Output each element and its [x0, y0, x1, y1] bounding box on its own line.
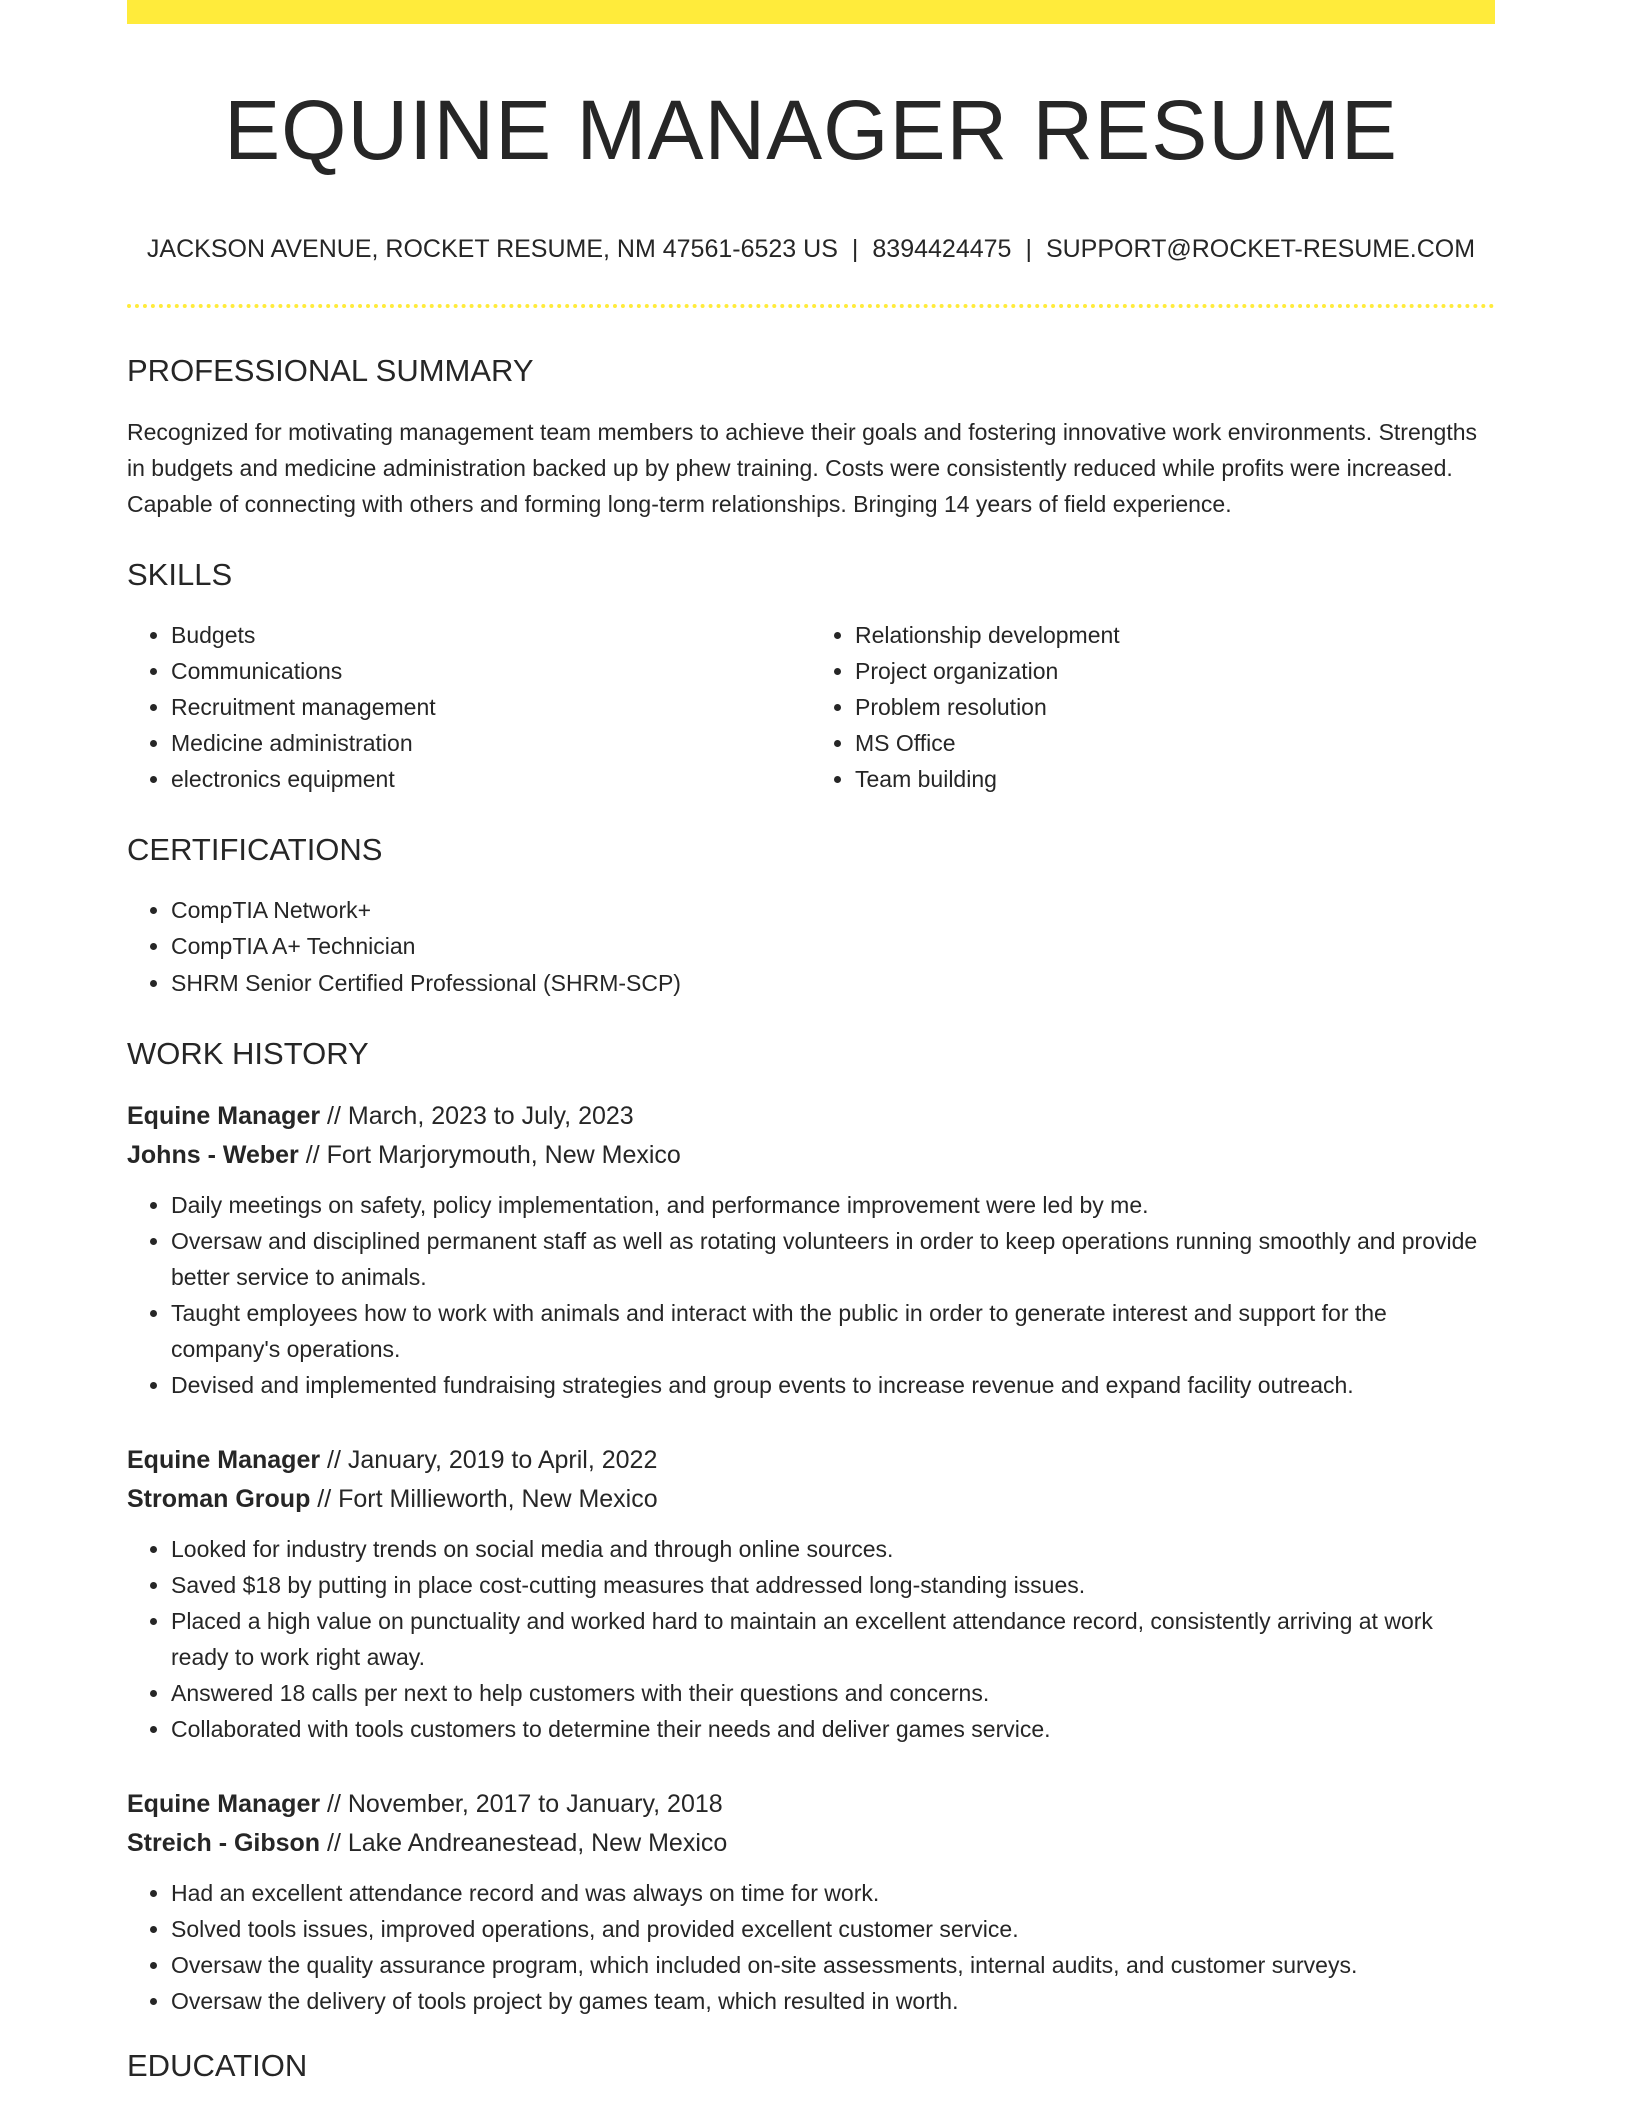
job-bullet: • Oversaw and disciplined permanent staff as well as rotating volunteers in order to keep operations running smoothly and provide better service to animals. — [171, 1223, 1495, 1295]
contact-line — [127, 234, 1495, 264]
job-company-line — [127, 1136, 1495, 1175]
certifications-heading: CERTIFICATIONS — [127, 831, 383, 867]
job-title: Equine Manager — [127, 1789, 321, 1818]
job-bullet: • Oversaw the quality assurance program, which included on-site assessments, internal audits, and customer surveys. — [171, 1947, 1495, 1983]
certifications-list — [127, 892, 1495, 1002]
job-dates: // November, 2017 to January, 2018 — [320, 1789, 723, 1818]
job-entry — [127, 1785, 1495, 2019]
resume-page — [127, 0, 1495, 2084]
skill-item: • Budgets — [171, 617, 811, 653]
job-bullet: • Taught employees how to work with animals and interact with the public in order to generate interest and support for the company's operations. — [171, 1295, 1495, 1367]
resume-title: EQUINE MANAGER RESUME — [224, 83, 1398, 177]
summary-heading: PROFESSIONAL SUMMARY — [127, 353, 534, 389]
job-bullet: • Daily meetings on safety, policy implementation, and performance improvement were led by me. — [171, 1187, 1495, 1223]
contact-phone: 8394424475 — [872, 235, 1012, 264]
job-bullet: • Saved $18 by putting in place cost-cutting measures that addressed long-standing issues. — [171, 1567, 1495, 1603]
certification-item: • SHRM Senior Certified Professional (SHRM-SCP) — [171, 965, 1495, 1002]
accent-top-bar — [127, 0, 1495, 24]
skill-item: • Project organization — [855, 653, 1495, 689]
job-company-line — [127, 1480, 1495, 1519]
job-location: // Fort Millieworth, New Mexico — [310, 1484, 658, 1513]
job-bullets — [127, 1187, 1495, 1403]
job-bullet: • Devised and implemented fundraising strategies and group events to increase revenue and expand facility outreach. — [171, 1367, 1495, 1403]
job-bullet: • Looked for industry trends on social media and through online sources. — [171, 1531, 1495, 1567]
skills-list-right — [811, 617, 1495, 797]
education-heading: EDUCATION — [127, 2047, 308, 2083]
skill-item: • Problem resolution — [855, 689, 1495, 725]
job-title-line — [127, 1097, 1495, 1136]
job-bullet: • Oversaw the delivery of tools project by games team, which resulted in worth. — [171, 1983, 1495, 2019]
skill-item: • Medicine administration — [171, 725, 811, 761]
skills-heading: SKILLS — [127, 556, 233, 592]
job-company: Johns - Weber — [127, 1140, 299, 1169]
contact-address: JACKSON AVENUE, ROCKET RESUME, NM 47561-6523 US — [146, 235, 838, 264]
skill-item: • MS Office — [855, 725, 1495, 761]
job-location: // Fort Marjorymouth, New Mexico — [298, 1140, 681, 1169]
job-title: Equine Manager — [127, 1101, 321, 1130]
job-title-line — [127, 1441, 1495, 1480]
work-history-heading: WORK HISTORY — [127, 1036, 369, 1072]
skills-list-left — [127, 617, 811, 797]
job-bullets — [127, 1531, 1495, 1747]
certification-item: • CompTIA A+ Technician — [171, 928, 1495, 965]
certification-item: • CompTIA Network+ — [171, 892, 1495, 929]
job-dates: // March, 2023 to July, 2023 — [320, 1101, 634, 1130]
job-entry — [127, 1441, 1495, 1747]
contact-separator: | — [851, 235, 859, 264]
job-title-line — [127, 1785, 1495, 1824]
contact-separator: | — [1025, 235, 1032, 264]
skill-item: • Relationship development — [855, 617, 1495, 653]
job-location: // Lake Andreanestead, New Mexico — [320, 1828, 728, 1857]
job-company: Stroman Group — [127, 1484, 311, 1513]
job-bullet: • Answered 18 calls per next to help customers with their questions and concerns. — [171, 1675, 1495, 1711]
job-bullet: • Had an excellent attendance record and was always on time for work. — [171, 1875, 1495, 1911]
job-company: Streich - Gibson — [127, 1828, 321, 1857]
dotted-divider — [127, 304, 1495, 308]
contact-email: SUPPORT@ROCKET-RESUME.COM — [1045, 235, 1476, 264]
job-dates: // January, 2019 to April, 2022 — [320, 1445, 658, 1474]
skills-columns — [127, 617, 1495, 797]
job-company-line — [127, 1824, 1495, 1863]
job-bullet: • Solved tools issues, improved operations, and provided excellent customer service. — [171, 1911, 1495, 1947]
job-bullet: • Collaborated with tools customers to determine their needs and deliver games service. — [171, 1711, 1495, 1747]
job-entry — [127, 1097, 1495, 1403]
summary-text: Recognized for motivating management team members to achieve their goals and fostering innovative work environments. Strengths in budgets and medicine administration backed up by phew training. Costs were consistently reduced while profits were increased. Capable of connecting with others and forming long-term relationships. Bringing 14 years of field experience. — [127, 418, 1478, 517]
job-bullet: • Placed a high value on punctuality and worked hard to maintain an excellent attendance record, consistently arriving at work ready to work right away. — [171, 1603, 1495, 1675]
skill-item: • Team building — [855, 761, 1495, 797]
job-title: Equine Manager — [127, 1445, 321, 1474]
skill-item: • Recruitment management — [171, 689, 811, 725]
skill-item: • Communications — [171, 653, 811, 689]
skill-item: • electronics equipment — [171, 761, 811, 797]
job-bullets — [127, 1875, 1495, 2019]
